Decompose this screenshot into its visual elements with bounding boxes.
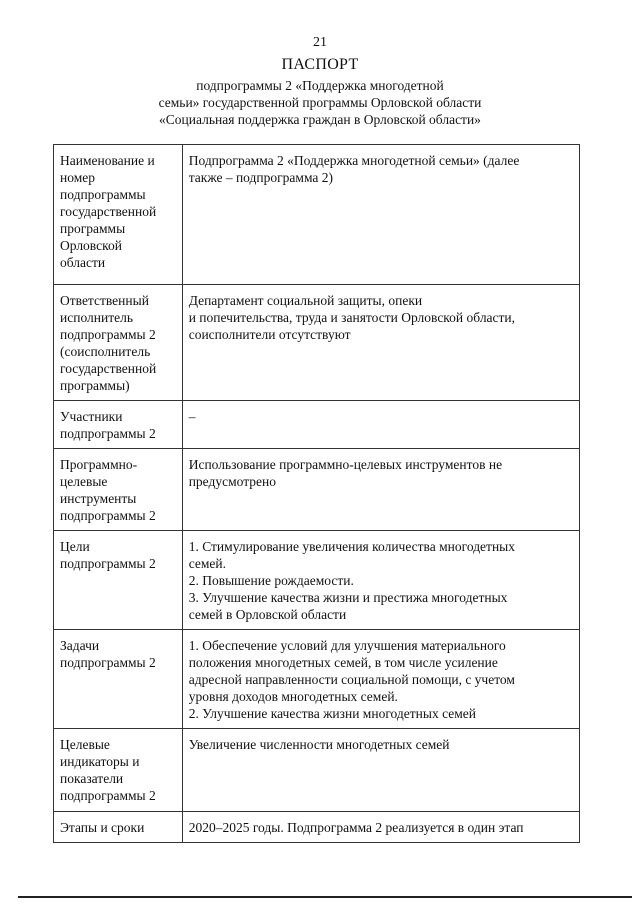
row-label-tasks: Задачи подпрограммы 2: [54, 630, 183, 729]
row-label-participants: Участники подпрограммы 2: [54, 401, 183, 449]
table-row: [54, 285, 580, 401]
row-value-target-indicators: Увеличение численности многодетных семей: [182, 729, 579, 812]
row-label-target-indicators: Целевые индикаторы и показатели подпрограммы 2: [54, 729, 183, 812]
table-row: [54, 729, 580, 812]
row-value-stages-and-terms: 2020–2025 годы. Подпрограмма 2 реализуется в один этап: [182, 812, 579, 843]
row-label-responsible-executor: Ответственный исполнитель подпрограммы 2 (соисполнитель государственной программы): [54, 285, 183, 401]
row-value-responsible-executor: Департамент социальной защиты, опеки и попечительства, труда и занятости Орловской области, соисполнители отсутствуют: [182, 285, 579, 401]
page-number: 21: [313, 35, 327, 50]
document-title: ПАСПОРТ: [281, 56, 359, 73]
table-row: [54, 401, 580, 449]
document-subtitle: [0, 77, 640, 128]
table-row: [54, 812, 580, 843]
row-label-goals: Цели подпрограммы 2: [54, 531, 183, 630]
row-value-program-target-instruments: Использование программно-целевых инструментов не предусмотрено: [182, 449, 579, 531]
subtitle-line: «Социальная поддержка граждан в Орловской области»: [159, 112, 481, 127]
row-value-goals: 1. Стимулирование увеличения количества многодетных семей. 2. Повышение рождаемости. 3. Улучшение качества жизни и престижа многодетных семей в Орловской области: [182, 531, 579, 630]
passport-table: [53, 144, 580, 843]
row-label-name-and-number: Наименование и номер подпрограммы государственной программы Орловской области: [54, 145, 183, 285]
subtitle-line: семьи» государственной программы Орловской области: [158, 95, 482, 110]
subtitle-line: подпрограммы 2 «Поддержка многодетной: [196, 78, 444, 93]
table-row: [54, 630, 580, 729]
row-value-tasks: 1. Обеспечение условий для улучшения материального положения многодетных семей, в том числе усиление адресной направленности социальной помощи, с учетом уровня доходов многодетных семей. 2. Улучшение качества жизни многодетных семей: [182, 630, 579, 729]
bottom-scan-line: [18, 896, 632, 898]
row-label-stages-and-terms: Этапы и сроки: [54, 812, 183, 843]
row-label-program-target-instruments: Программно- целевые инструменты подпрограммы 2: [54, 449, 183, 531]
table-row: [54, 145, 580, 285]
row-value-name-and-number: Подпрограмма 2 «Поддержка многодетной семьи» (далее также – подпрограмма 2): [182, 145, 579, 285]
table-row: [54, 449, 580, 531]
table-row: [54, 531, 580, 630]
row-value-participants: –: [182, 401, 579, 449]
